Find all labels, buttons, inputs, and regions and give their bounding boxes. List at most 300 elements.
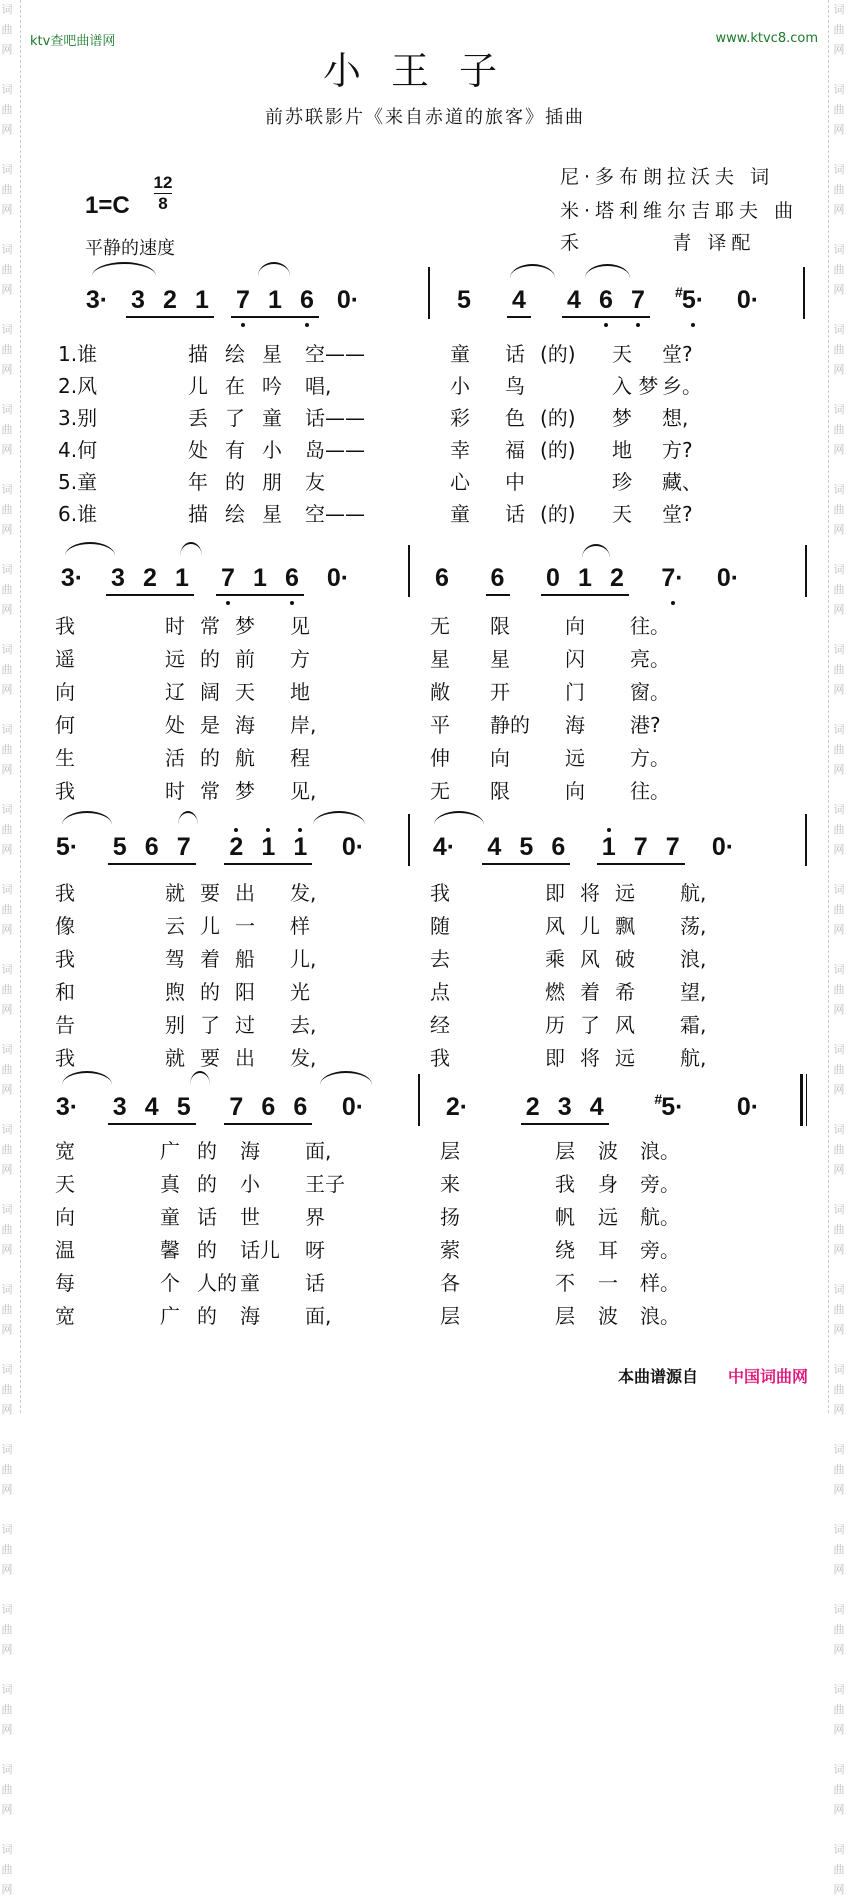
note: 2 bbox=[224, 832, 248, 862]
beamed-note-group bbox=[486, 563, 510, 596]
lyric-syllable: 描 bbox=[188, 502, 208, 526]
lyric-syllable: 风 bbox=[545, 914, 565, 938]
lyric-syllable: 宽 bbox=[55, 1304, 75, 1328]
note: 1 bbox=[175, 564, 189, 592]
note: 3 bbox=[131, 286, 145, 314]
note: 5 bbox=[519, 833, 534, 861]
lyric-syllable: 静的 bbox=[490, 713, 530, 737]
lyric-syllable: 历 bbox=[545, 1013, 565, 1037]
lyric-syllable: 的 bbox=[200, 980, 220, 1004]
lyric-syllable: 处 bbox=[165, 713, 185, 737]
lyric-syllable: 限 bbox=[490, 614, 510, 638]
note: 2· bbox=[445, 1093, 469, 1121]
tempo-marking: 平静的速度 bbox=[85, 238, 175, 259]
lyric-syllable: 即 bbox=[545, 1046, 565, 1070]
note-token bbox=[445, 1092, 469, 1122]
slur bbox=[62, 811, 112, 825]
slur bbox=[320, 1071, 372, 1085]
slur bbox=[178, 811, 198, 825]
lyric-syllable: 唱, bbox=[305, 374, 332, 398]
lyric-syllable: 3.别 bbox=[58, 406, 98, 430]
lyric-syllable: 破 bbox=[615, 947, 635, 971]
lyric-syllable: 来 bbox=[440, 1172, 460, 1196]
lyric-syllable: 着 bbox=[200, 947, 220, 971]
lyric-syllable: 风 bbox=[580, 947, 600, 971]
lyricist-credit: 尼·多布朗拉沃夫 词 bbox=[560, 166, 775, 188]
note: 0· bbox=[711, 833, 735, 861]
beamed-note-group bbox=[562, 285, 650, 318]
lyric-syllable: 童 bbox=[450, 502, 470, 526]
lyric-syllable: 开 bbox=[490, 680, 510, 704]
note: 6 bbox=[295, 285, 319, 315]
lyric-syllable: 梦 bbox=[235, 779, 255, 803]
barline bbox=[408, 545, 410, 597]
note: 5 bbox=[112, 833, 127, 861]
lyric-syllable: 儿, bbox=[290, 947, 317, 971]
lyric-syllable: 浪。 bbox=[640, 1304, 680, 1328]
measure bbox=[55, 832, 365, 872]
note: 7· bbox=[661, 564, 684, 592]
measure bbox=[452, 285, 760, 325]
lyric-syllable: 乘 bbox=[545, 947, 565, 971]
lyric-syllable: 星 bbox=[430, 647, 450, 671]
lyric-syllable: 方? bbox=[662, 438, 693, 462]
lyric-syllable: 我 bbox=[55, 1046, 75, 1070]
note: 6 bbox=[261, 1093, 276, 1121]
note: 7 bbox=[633, 833, 648, 861]
lyric-syllable: 过 bbox=[235, 1013, 255, 1037]
lyric-syllable: 生 bbox=[55, 746, 75, 770]
lyric-syllable: 敞 bbox=[430, 680, 450, 704]
lyric-syllable: 去, bbox=[290, 1013, 317, 1037]
lyric-syllable: 福 bbox=[505, 438, 525, 462]
note: 7 bbox=[665, 833, 680, 861]
lyric-syllable: 发, bbox=[290, 1046, 317, 1070]
note-token bbox=[60, 563, 84, 593]
lyric-syllable: 温 bbox=[55, 1238, 75, 1262]
lyric-syllable: 样。 bbox=[640, 1271, 680, 1295]
barline bbox=[805, 814, 807, 866]
lyric-syllable: 驾 bbox=[165, 947, 185, 971]
measure bbox=[445, 1092, 760, 1132]
lyric-syllable: 风 bbox=[615, 1013, 635, 1037]
lyric-syllable: 远 bbox=[565, 746, 585, 770]
lyric-syllable: 我 bbox=[55, 614, 75, 638]
lyric-syllable: 时 bbox=[165, 614, 185, 638]
lyric-syllable: 海 bbox=[565, 713, 585, 737]
lyric-syllable: 样 bbox=[290, 914, 310, 938]
lyric-syllable: 就 bbox=[165, 1046, 185, 1070]
song-subtitle: 前苏联影片《来自赤道的旅客》插曲 bbox=[265, 107, 585, 128]
lyric-syllable: 珍 bbox=[612, 470, 632, 494]
note: 5· # bbox=[660, 1092, 684, 1122]
lyric-syllable: 6.谁 bbox=[58, 502, 98, 526]
song-title: 小王子 bbox=[322, 49, 527, 93]
lyric-syllable: (的) bbox=[540, 502, 576, 526]
lyric-syllable: 霜, bbox=[680, 1013, 707, 1037]
lyric-syllable: 阳 bbox=[235, 980, 255, 1004]
beamed-note-group bbox=[597, 832, 685, 865]
lyric-syllable: 朋 bbox=[262, 470, 282, 494]
lyric-syllable: (的) bbox=[540, 406, 576, 430]
lyric-syllable: 绘 bbox=[225, 342, 245, 366]
lyric-syllable: 吟 bbox=[262, 374, 282, 398]
lyric-syllable: 航 bbox=[235, 746, 255, 770]
lyric-syllable: 了 bbox=[200, 1013, 220, 1037]
note: 1 bbox=[195, 286, 209, 314]
lyric-syllable: 的 bbox=[197, 1172, 217, 1196]
note: 6 bbox=[551, 833, 566, 861]
lyric-syllable: 有 bbox=[225, 438, 245, 462]
lyric-syllable: 将 bbox=[580, 1046, 600, 1070]
note: 7 bbox=[626, 285, 650, 315]
lyric-syllable: 绘 bbox=[225, 502, 245, 526]
lyric-syllable: 话 bbox=[305, 1271, 325, 1295]
lyric-syllable: 身 bbox=[598, 1172, 618, 1196]
lyric-syllable: 面, bbox=[305, 1304, 332, 1328]
lyric-syllable: 空—— bbox=[305, 502, 365, 526]
lyric-syllable: 旁。 bbox=[640, 1172, 680, 1196]
beamed-note-group bbox=[507, 285, 531, 318]
lyric-syllable: 星 bbox=[262, 502, 282, 526]
lyric-syllable: 1.谁 bbox=[58, 342, 98, 366]
note: 7 bbox=[231, 285, 255, 315]
note: 6 bbox=[144, 833, 159, 861]
note-token bbox=[736, 285, 760, 315]
source-label: 本曲谱源自 bbox=[618, 1367, 699, 1386]
slur bbox=[510, 264, 555, 278]
side-watermark-left: 词 曲 网 词 曲 网 词 曲 网 词 曲 网 词 曲 网 词 曲 网 词 曲 网 词 曲 网 词 曲 网 词 曲 网 词 曲 网 词 曲 网 词 曲 网 词 曲 网 词 曲 网 词 曲 网 词 曲 网 词 曲 网 词 曲 网 词 曲 网 词 曲 网 词 曲 网 词 曲 网 词 曲 网 bbox=[1, 3, 13, 1896]
lyric-syllable: 岸, bbox=[290, 713, 317, 737]
composer-credit: 米·塔利维尔吉耶夫 曲 bbox=[560, 200, 799, 222]
note-token bbox=[654, 1091, 684, 1122]
lyric-syllable: 天 bbox=[235, 680, 255, 704]
note: 5· # bbox=[681, 285, 705, 315]
lyric-syllable: 向 bbox=[55, 680, 75, 704]
lyric-syllable: 我 bbox=[430, 881, 450, 905]
lyric-syllable: 儿 bbox=[188, 374, 208, 398]
lyric-syllable: 层 bbox=[555, 1139, 575, 1163]
beamed-note-group bbox=[224, 832, 312, 865]
note: 3 bbox=[111, 564, 125, 592]
lyric-syllable: 的 bbox=[200, 647, 220, 671]
lyric-syllable: 了 bbox=[225, 406, 245, 430]
site-name-left[interactable]: ktv查吧曲谱网 bbox=[30, 34, 116, 49]
lyric-syllable: 了 bbox=[580, 1013, 600, 1037]
note: 3· bbox=[55, 1093, 79, 1121]
lyric-syllable: 中 bbox=[505, 470, 525, 494]
lyric-syllable: 友 bbox=[305, 470, 325, 494]
lyric-syllable: 每 bbox=[55, 1271, 75, 1295]
slur bbox=[313, 811, 365, 825]
lyric-syllable: 话 bbox=[505, 502, 525, 526]
lyric-syllable: 波 bbox=[598, 1139, 618, 1163]
measure bbox=[432, 832, 735, 872]
lyric-syllable: 像 bbox=[55, 914, 75, 938]
lyric-syllable: 向 bbox=[565, 779, 585, 803]
lyric-syllable: 宽 bbox=[55, 1139, 75, 1163]
lyric-syllable: 一 bbox=[235, 914, 255, 938]
lyric-syllable: 层 bbox=[440, 1139, 460, 1163]
lyric-syllable: 话—— bbox=[305, 406, 365, 430]
final-barline bbox=[800, 1074, 807, 1126]
note: 6 bbox=[594, 285, 618, 315]
lyric-syllable: 我 bbox=[55, 881, 75, 905]
lyric-syllable: 点 bbox=[430, 980, 450, 1004]
lyric-syllable: 入 梦 bbox=[612, 374, 659, 398]
note: 1 bbox=[256, 832, 280, 862]
note: 4 bbox=[589, 1093, 604, 1121]
beamed-note-group bbox=[216, 563, 304, 596]
lyric-syllable: 辽 bbox=[165, 680, 185, 704]
note-token bbox=[661, 563, 685, 593]
note-token bbox=[55, 1092, 79, 1122]
lyric-syllable: 层 bbox=[440, 1304, 460, 1328]
note-token bbox=[85, 285, 109, 315]
lyric-syllable: 我 bbox=[430, 1046, 450, 1070]
lyric-syllable: 是 bbox=[200, 713, 220, 737]
note: 4 bbox=[487, 833, 502, 861]
lyric-syllable: 梦 bbox=[612, 406, 632, 430]
note: 0· bbox=[341, 1093, 365, 1121]
lyric-syllable: 话 bbox=[197, 1205, 217, 1229]
key-signature: 1=C bbox=[85, 192, 130, 219]
lyric-syllable: 告 bbox=[55, 1013, 75, 1037]
lyric-syllable: 飘 bbox=[615, 914, 635, 938]
slur bbox=[258, 262, 290, 276]
barline bbox=[408, 814, 410, 866]
beamed-note-group bbox=[482, 832, 570, 865]
barline bbox=[803, 267, 805, 319]
lyric-syllable: 方 bbox=[290, 647, 310, 671]
lyric-syllable: 4.何 bbox=[58, 438, 98, 462]
beamed-note-group bbox=[541, 563, 629, 596]
lyric-syllable: 即 bbox=[545, 881, 565, 905]
note: 5· bbox=[55, 833, 79, 861]
side-watermark-right: 词 曲 网 词 曲 网 词 曲 网 词 曲 网 词 曲 网 词 曲 网 词 曲 网 词 曲 网 词 曲 网 词 曲 网 词 曲 网 词 曲 网 词 曲 网 词 曲 网 词 曲 网 词 曲 网 词 曲 网 词 曲 网 词 曲 网 词 曲 网 词 曲 网 词 曲 网 词 曲 网 词 曲 网 bbox=[833, 3, 845, 1896]
note: 0· bbox=[736, 286, 760, 314]
lyric-syllable: 远 bbox=[598, 1205, 618, 1229]
time-signature bbox=[150, 174, 176, 213]
lyric-syllable: 时 bbox=[165, 779, 185, 803]
lyric-syllable: 远 bbox=[165, 647, 185, 671]
measure bbox=[60, 563, 350, 603]
barline bbox=[428, 267, 430, 319]
lyric-syllable: 耳 bbox=[598, 1238, 618, 1262]
lyric-syllable: 想, bbox=[662, 406, 689, 430]
lyric-syllable: 亮。 bbox=[630, 647, 670, 671]
lyric-syllable: 个 bbox=[160, 1271, 180, 1295]
lyric-syllable: 旁。 bbox=[640, 1238, 680, 1262]
site-url-right[interactable]: www.ktvc8.com bbox=[715, 31, 818, 46]
time-bottom: 8 bbox=[158, 194, 168, 213]
lyric-syllable: 我 bbox=[55, 779, 75, 803]
lyric-syllable: 丢 bbox=[188, 406, 208, 430]
note: 2 bbox=[525, 1093, 540, 1121]
slur bbox=[585, 264, 630, 278]
note: 0· bbox=[716, 564, 740, 592]
note: 7 bbox=[176, 833, 191, 861]
note: 4 bbox=[144, 1093, 159, 1121]
lyric-syllable: 常 bbox=[200, 614, 220, 638]
beamed-note-group bbox=[108, 1092, 196, 1125]
note: 2 bbox=[610, 564, 624, 592]
lyric-syllable: 堂? bbox=[662, 502, 693, 526]
note-token bbox=[675, 284, 705, 315]
lyric-syllable: 幸 bbox=[450, 438, 470, 462]
lyric-syllable: 航, bbox=[680, 1046, 707, 1070]
note: 1 bbox=[597, 832, 621, 862]
note-token bbox=[55, 832, 79, 862]
lyric-syllable: 去 bbox=[430, 947, 450, 971]
lyric-syllable: 帆 bbox=[555, 1205, 575, 1229]
note-token bbox=[711, 832, 735, 862]
barline bbox=[805, 545, 807, 597]
lyric-syllable: 话儿 bbox=[240, 1238, 280, 1262]
beamed-note-group bbox=[106, 563, 194, 596]
note: 1 bbox=[253, 564, 267, 592]
lyric-syllable: 儿 bbox=[580, 914, 600, 938]
lyric-syllable: 话 bbox=[505, 342, 525, 366]
lyric-syllable: 海 bbox=[235, 713, 255, 737]
lyric-syllable: 处 bbox=[188, 438, 208, 462]
note: 0· bbox=[736, 1093, 760, 1121]
time-top: 12 bbox=[153, 173, 173, 192]
slur bbox=[180, 542, 202, 556]
lyric-syllable: 不 bbox=[555, 1271, 575, 1295]
lyric-syllable: 往。 bbox=[630, 614, 670, 638]
lyric-syllable: 船 bbox=[235, 947, 255, 971]
measure bbox=[85, 285, 360, 325]
lyric-syllable: 童 bbox=[262, 406, 282, 430]
lyric-syllable: 童 bbox=[450, 342, 470, 366]
lyric-syllable: 和 bbox=[55, 980, 75, 1004]
lyric-syllable: 广 bbox=[160, 1139, 180, 1163]
lyric-syllable: 远 bbox=[615, 881, 635, 905]
note-token bbox=[736, 1092, 760, 1122]
lyric-syllable: 常 bbox=[200, 779, 220, 803]
lyric-syllable: 向 bbox=[490, 746, 510, 770]
lyric-syllable: 描 bbox=[188, 342, 208, 366]
lyric-syllable: 云 bbox=[165, 914, 185, 938]
lyric-syllable: 真 bbox=[160, 1172, 180, 1196]
lyric-syllable: 限 bbox=[490, 779, 510, 803]
source-site-link[interactable]: 中国词曲网 bbox=[728, 1367, 809, 1386]
lyric-syllable: 的 bbox=[197, 1238, 217, 1262]
note: 7 bbox=[216, 563, 240, 593]
slur bbox=[92, 262, 156, 276]
note: 1 bbox=[578, 564, 592, 592]
lyric-syllable: 煦 bbox=[165, 980, 185, 1004]
lyric-syllable: 童 bbox=[160, 1205, 180, 1229]
lyric-syllable: 伸 bbox=[430, 746, 450, 770]
lyric-syllable: 活 bbox=[165, 746, 185, 770]
note: 5 bbox=[176, 1093, 191, 1121]
slur bbox=[62, 1071, 112, 1085]
lyric-syllable: 远 bbox=[615, 1046, 635, 1070]
lyric-syllable: 层 bbox=[555, 1304, 575, 1328]
lyric-syllable: 5.童 bbox=[58, 470, 98, 494]
note-token bbox=[432, 832, 456, 862]
lyric-syllable: 馨 bbox=[160, 1238, 180, 1262]
lyric-syllable: 2.风 bbox=[58, 374, 98, 398]
lyric-syllable: 人的 bbox=[197, 1271, 237, 1295]
lyric-syllable: 地 bbox=[612, 438, 632, 462]
lyric-syllable: 方。 bbox=[630, 746, 670, 770]
measure bbox=[55, 1092, 365, 1132]
note: 0· bbox=[326, 564, 350, 592]
lyric-syllable: 燃 bbox=[545, 980, 565, 1004]
lyric-syllable: 梦 bbox=[235, 614, 255, 638]
note-token bbox=[326, 563, 350, 593]
lyric-syllable: 儿 bbox=[200, 914, 220, 938]
lyric-syllable: 小 bbox=[450, 374, 470, 398]
lyric-syllable: 海 bbox=[240, 1139, 260, 1163]
lyric-syllable: 藏、 bbox=[662, 470, 702, 494]
lyric-syllable: 往。 bbox=[630, 779, 670, 803]
lyric-syllable: 天 bbox=[55, 1172, 75, 1196]
lyric-syllable: 王子 bbox=[305, 1172, 345, 1196]
lyric-syllable: 的 bbox=[197, 1139, 217, 1163]
note: 6 bbox=[280, 563, 304, 593]
note: 0 bbox=[546, 564, 560, 592]
lyric-syllable: 将 bbox=[580, 881, 600, 905]
lyric-syllable: 广 bbox=[160, 1304, 180, 1328]
note: 2 bbox=[143, 564, 157, 592]
slur bbox=[582, 544, 610, 558]
lyric-syllable: 窗。 bbox=[630, 680, 670, 704]
lyric-syllable: 小 bbox=[240, 1172, 260, 1196]
note: 0· bbox=[341, 833, 365, 861]
lyric-syllable: (的) bbox=[540, 438, 576, 462]
lyric-syllable: 的 bbox=[225, 470, 245, 494]
right-margin-line bbox=[828, 0, 829, 1413]
slur bbox=[190, 1071, 210, 1085]
lyric-syllable: 面, bbox=[305, 1139, 332, 1163]
note: 1 bbox=[268, 286, 282, 314]
measure bbox=[430, 563, 740, 603]
note-token bbox=[716, 563, 740, 593]
lyric-syllable: 天 bbox=[612, 502, 632, 526]
note: 6 bbox=[293, 1093, 308, 1121]
lyric-syllable: 一 bbox=[598, 1271, 618, 1295]
note: 4 bbox=[567, 286, 581, 314]
lyric-syllable: 阔 bbox=[200, 680, 220, 704]
lyric-syllable: 见 bbox=[290, 614, 310, 638]
lyric-syllable: 界 bbox=[305, 1205, 325, 1229]
lyric-syllable: 童 bbox=[240, 1271, 260, 1295]
beamed-note-group bbox=[231, 285, 319, 318]
note: 0· bbox=[336, 286, 360, 314]
lyric-syllable: 就 bbox=[165, 881, 185, 905]
note-token bbox=[341, 832, 365, 862]
note: 2 bbox=[163, 286, 177, 314]
slur bbox=[434, 811, 484, 825]
slur bbox=[65, 542, 115, 556]
lyric-syllable: 出 bbox=[235, 1046, 255, 1070]
lyric-syllable: 浪。 bbox=[640, 1139, 680, 1163]
lyric-syllable: 心 bbox=[450, 470, 470, 494]
lyric-syllable: 在 bbox=[225, 374, 245, 398]
lyric-syllable: (的) bbox=[540, 342, 576, 366]
lyric-syllable: 航。 bbox=[640, 1205, 680, 1229]
lyric-syllable: 见, bbox=[290, 779, 317, 803]
lyric-syllable: 彩 bbox=[450, 406, 470, 430]
note: 4· bbox=[432, 833, 456, 861]
lyric-syllable: 无 bbox=[430, 779, 450, 803]
note: 3· bbox=[85, 286, 109, 314]
lyric-syllable: 门 bbox=[565, 680, 585, 704]
